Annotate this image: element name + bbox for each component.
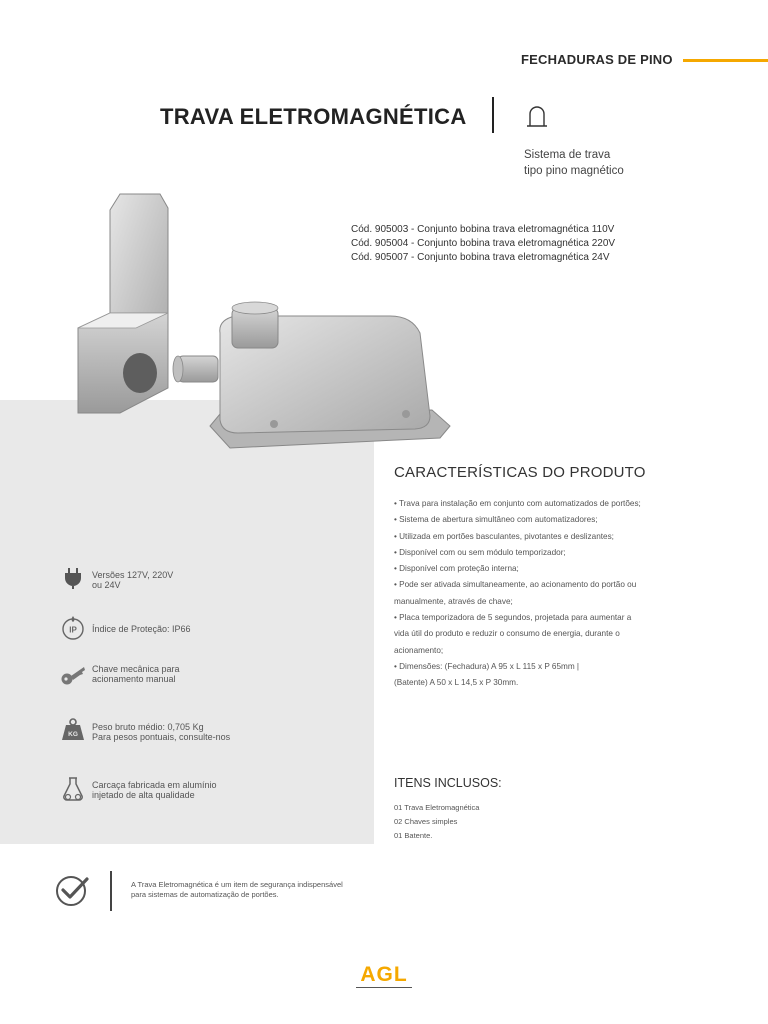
- check-circle-icon: [54, 873, 90, 909]
- list-item: acionamento;: [394, 645, 444, 655]
- spec-line: Carcaça fabricada em alumínio: [92, 780, 217, 790]
- spec-line: Versões 127V, 220V: [92, 570, 174, 580]
- ip-drop-icon: [60, 615, 86, 641]
- svg-text:KG: KG: [68, 731, 78, 738]
- features-list: [394, 496, 694, 692]
- category-label: FECHADURAS DE PINO: [521, 52, 673, 67]
- included-title: ITENS INCLUSOS:: [394, 776, 502, 790]
- lock-pin-icon: [524, 104, 550, 130]
- list-item: • Disponível com proteção interna;: [394, 564, 519, 574]
- spec-line: Chave mecânica para: [92, 664, 180, 674]
- list-item: 01 Batente.: [394, 831, 433, 840]
- list-item: 02 Chaves simples: [394, 817, 458, 826]
- list-item: 01 Trava Eletromagnética: [394, 803, 480, 812]
- weight-icon: [60, 716, 86, 742]
- category-accent-line: [683, 59, 768, 62]
- svg-text:IP: IP: [69, 625, 77, 635]
- brand-logo: [350, 964, 418, 994]
- spec-key: [60, 662, 292, 688]
- key-icon: [60, 662, 86, 688]
- list-item: • Sistema de abertura simultâneo com automatizadores;: [394, 515, 598, 525]
- subtitle-line-2: tipo pino magnético: [524, 165, 624, 177]
- spec-material: [60, 776, 292, 802]
- spec-line: Índice de Proteção: IP66: [92, 624, 191, 634]
- footer-note-line: para sistemas de automatização de portões.: [131, 890, 279, 899]
- included-list: [394, 801, 479, 843]
- flask-icon: [60, 776, 86, 802]
- spec-voltage: [60, 564, 292, 590]
- footer-note-line: A Trava Eletromagnética é um item de segurança indispensável: [131, 880, 343, 889]
- footer-note: [131, 880, 391, 900]
- title-divider: [492, 97, 494, 133]
- list-item: • Pode ser ativada simultaneamente, ao acionamento do portão ou: [394, 580, 637, 590]
- spec-line: injetado de alta qualidade: [92, 790, 195, 800]
- spec-line: Peso bruto médio: 0,705 Kg: [92, 722, 204, 732]
- spec-protection: [60, 615, 292, 641]
- spec-weight: [60, 716, 292, 742]
- list-item: • Placa temporizadora de 5 segundos, projetada para aumentar a: [394, 613, 632, 623]
- spec-line: ou 24V: [92, 580, 121, 590]
- list-item: • Dimensões: (Fechadura) A 95 x L 115 x P 65mm |: [394, 661, 580, 671]
- logo-tagline-bar: [354, 986, 414, 989]
- subtitle-line-1: Sistema de trava: [524, 149, 611, 161]
- list-item: • Utilizada em portões basculantes, pivotantes e deslizantes;: [394, 531, 614, 541]
- product-image: [60, 188, 460, 458]
- spec-line: acionamento manual: [92, 674, 176, 684]
- list-item: vida útil do produto e reduzir o consumo de energia, durante o: [394, 629, 620, 639]
- logo-tagline: [350, 986, 418, 990]
- page-title: TRAVA ELETROMAGNÉTICA: [160, 104, 467, 129]
- features-title: CARACTERÍSTICAS DO PRODUTO: [394, 464, 646, 481]
- list-item: manualmente, através de chave;: [394, 596, 513, 606]
- list-item: • Disponível com ou sem módulo temporizador;: [394, 547, 566, 557]
- code-line: Cód. 905007 - Conjunto bobina trava eletromagnética 24V: [351, 252, 610, 263]
- list-item: (Batente) A 50 x L 14,5 x P 30mm.: [394, 678, 519, 688]
- code-line: Cód. 905003 - Conjunto bobina trava eletromagnética 110V: [351, 224, 615, 235]
- list-item: • Trava para instalação em conjunto com automatizados de portões;: [394, 499, 641, 508]
- logo-text: AGL: [360, 963, 408, 986]
- plug-icon: [60, 564, 86, 590]
- footer-divider: [110, 871, 112, 911]
- spec-line: Para pesos pontuais, consulte-nos: [92, 732, 231, 742]
- product-subtitle: [524, 147, 624, 179]
- code-line: Cód. 905004 - Conjunto bobina trava eletromagnética 220V: [351, 238, 616, 249]
